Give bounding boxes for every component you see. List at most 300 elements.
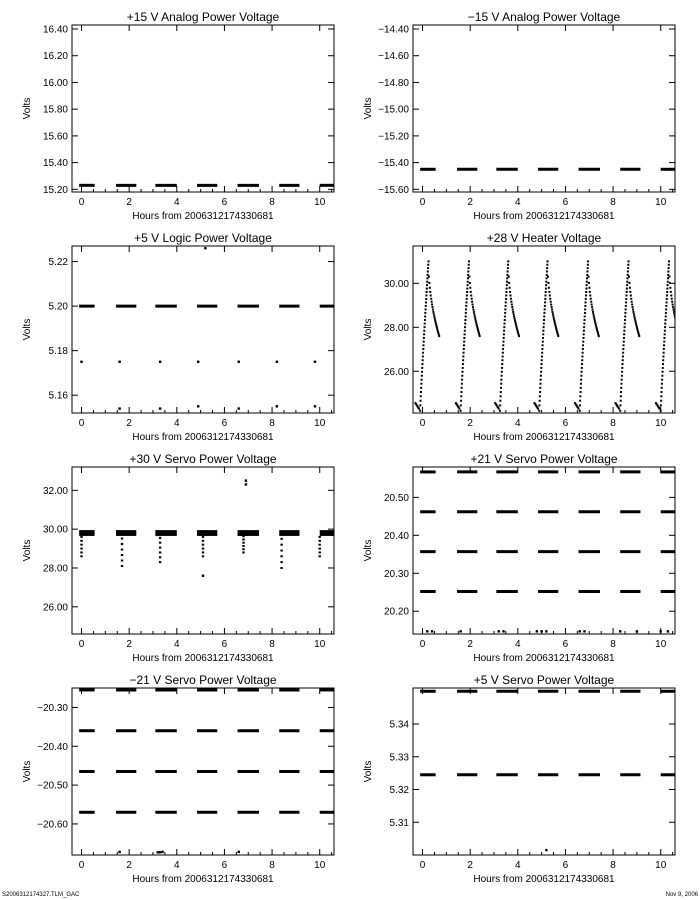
data-point bbox=[632, 311, 634, 313]
data-point bbox=[499, 404, 501, 406]
data-point bbox=[80, 555, 82, 557]
data-point bbox=[666, 301, 668, 303]
data-point bbox=[582, 348, 584, 350]
data-point bbox=[623, 333, 625, 335]
data-point bbox=[502, 344, 504, 346]
data-point bbox=[280, 561, 282, 563]
data-point bbox=[662, 355, 664, 357]
y-tick-label: −14.60 bbox=[378, 51, 409, 63]
data-point bbox=[594, 321, 596, 323]
x-tick-label: 6 bbox=[562, 860, 569, 871]
data-point bbox=[586, 284, 588, 286]
data-point bbox=[500, 395, 502, 397]
data-point bbox=[507, 264, 509, 266]
data-point bbox=[242, 535, 244, 537]
data-point bbox=[584, 312, 586, 314]
x-tick-label: 6 bbox=[221, 418, 228, 429]
data-point bbox=[538, 404, 540, 406]
data-point bbox=[425, 308, 427, 310]
data-point bbox=[423, 337, 425, 339]
data-point bbox=[80, 361, 82, 363]
data-point bbox=[676, 325, 678, 327]
data-point bbox=[665, 305, 667, 307]
data-point bbox=[501, 359, 503, 361]
data-point bbox=[424, 323, 426, 325]
data-point bbox=[636, 327, 638, 329]
data-point bbox=[159, 407, 161, 409]
chart-panel bbox=[363, 231, 681, 443]
data-point bbox=[583, 630, 585, 632]
data-point bbox=[539, 383, 541, 385]
data-point bbox=[678, 334, 680, 336]
data-point bbox=[542, 333, 544, 335]
data-point bbox=[159, 556, 161, 558]
data-point bbox=[202, 536, 204, 538]
data-point bbox=[503, 333, 505, 335]
data-point bbox=[545, 281, 547, 283]
data-point bbox=[429, 291, 431, 293]
data-point bbox=[533, 402, 535, 404]
data-point bbox=[466, 294, 468, 296]
data-point bbox=[667, 271, 669, 273]
data-band bbox=[79, 530, 94, 536]
data-point bbox=[464, 330, 466, 332]
data-point bbox=[621, 367, 623, 369]
data-point bbox=[662, 367, 664, 369]
x-tick-label: 8 bbox=[269, 197, 275, 208]
data-point bbox=[426, 284, 428, 286]
data-point bbox=[505, 298, 507, 300]
y-tick-label: −20.30 bbox=[37, 702, 68, 714]
data-point bbox=[459, 630, 461, 632]
data-point bbox=[581, 367, 583, 369]
data-point bbox=[242, 538, 244, 540]
x-tick-label: 10 bbox=[314, 860, 326, 871]
data-point bbox=[461, 383, 463, 385]
data-point bbox=[588, 276, 590, 278]
y-tick-label: −15.00 bbox=[378, 104, 409, 116]
x-tick-label: 10 bbox=[655, 860, 667, 871]
data-point bbox=[474, 317, 476, 319]
x-axis-label: Hours from 2006312174330681 bbox=[473, 432, 615, 443]
data-point bbox=[628, 282, 630, 284]
data-point bbox=[422, 359, 424, 361]
x-tick-label: 6 bbox=[221, 197, 228, 208]
data-point bbox=[515, 323, 517, 325]
y-tick-label: 30.00 bbox=[42, 524, 68, 536]
data-point bbox=[545, 284, 547, 286]
data-point bbox=[546, 274, 548, 276]
x-tick-label: 8 bbox=[269, 418, 275, 429]
data-point bbox=[424, 315, 426, 317]
data-point bbox=[319, 555, 321, 557]
data-point bbox=[544, 305, 546, 307]
data-point bbox=[591, 304, 593, 306]
chart-panel bbox=[22, 10, 334, 222]
data-point bbox=[498, 630, 500, 632]
data-point bbox=[579, 400, 581, 402]
x-tick-label: 2 bbox=[126, 197, 132, 208]
data-point bbox=[157, 851, 159, 853]
data-point bbox=[671, 298, 673, 300]
data-point bbox=[432, 311, 434, 313]
data-point bbox=[543, 323, 545, 325]
y-tick-label: 16.00 bbox=[42, 77, 68, 89]
data-point bbox=[509, 287, 511, 289]
data-point bbox=[667, 281, 669, 283]
data-point bbox=[550, 301, 552, 303]
data-point bbox=[636, 630, 638, 632]
data-point bbox=[499, 400, 501, 402]
data-point bbox=[665, 319, 667, 321]
data-band bbox=[155, 530, 176, 536]
data-point bbox=[425, 294, 427, 296]
y-tick-label: 5.18 bbox=[48, 346, 68, 358]
y-tick-label: 5.32 bbox=[389, 785, 409, 797]
data-point bbox=[664, 330, 666, 332]
data-point bbox=[461, 379, 463, 381]
data-point bbox=[579, 395, 581, 397]
data-point bbox=[506, 274, 508, 276]
data-point bbox=[464, 323, 466, 325]
data-point bbox=[432, 306, 434, 308]
data-point bbox=[245, 483, 247, 485]
plot-frame bbox=[413, 246, 675, 413]
data-point bbox=[625, 305, 627, 307]
data-point bbox=[633, 315, 635, 317]
y-tick-label: 15.60 bbox=[42, 131, 68, 143]
y-tick-label: 5.20 bbox=[48, 301, 68, 313]
data-point bbox=[238, 361, 240, 363]
data-point bbox=[431, 304, 433, 306]
data-point bbox=[614, 402, 616, 404]
data-point bbox=[508, 276, 510, 278]
data-point bbox=[669, 287, 671, 289]
data-point bbox=[663, 352, 665, 354]
y-tick-label: 15.40 bbox=[42, 158, 68, 170]
data-point bbox=[595, 323, 597, 325]
data-layer bbox=[420, 691, 675, 851]
data-point bbox=[627, 267, 629, 269]
data-point bbox=[583, 326, 585, 328]
data-point bbox=[584, 305, 586, 307]
data-point bbox=[619, 410, 621, 412]
data-point bbox=[460, 391, 462, 393]
data-point bbox=[626, 284, 628, 286]
data-point bbox=[574, 402, 576, 404]
y-axis-label: Volts bbox=[363, 97, 374, 120]
data-point bbox=[466, 291, 468, 293]
data-point bbox=[467, 284, 469, 286]
data-point bbox=[460, 395, 462, 397]
data-point bbox=[202, 575, 204, 577]
data-point bbox=[581, 363, 583, 365]
data-point bbox=[427, 274, 429, 276]
data-point bbox=[623, 330, 625, 332]
data-point bbox=[427, 271, 429, 273]
x-tick-label: 10 bbox=[314, 418, 326, 429]
data-point bbox=[660, 395, 662, 397]
data-point bbox=[424, 319, 426, 321]
data-point bbox=[462, 371, 464, 373]
data-point bbox=[471, 301, 473, 303]
data-point bbox=[589, 291, 591, 293]
chart-panel bbox=[22, 231, 334, 443]
data-point bbox=[542, 330, 544, 332]
data-point bbox=[436, 327, 438, 329]
data-point bbox=[463, 352, 465, 354]
data-point bbox=[430, 294, 432, 296]
y-tick-label: 28.00 bbox=[383, 322, 409, 334]
chart-title: −21 V Servo Power Voltage bbox=[129, 673, 277, 687]
data-point bbox=[553, 317, 555, 319]
data-point bbox=[423, 330, 425, 332]
data-point bbox=[426, 281, 428, 283]
data-point bbox=[546, 271, 548, 273]
y-tick-label: 5.34 bbox=[389, 719, 409, 731]
data-point bbox=[276, 361, 278, 363]
data-point bbox=[539, 391, 541, 393]
data-point bbox=[625, 308, 627, 310]
data-point bbox=[506, 281, 508, 283]
y-tick-label: −14.80 bbox=[378, 77, 409, 89]
data-point bbox=[202, 548, 204, 550]
x-tick-label: 8 bbox=[269, 860, 275, 871]
x-tick-label: 0 bbox=[78, 860, 85, 871]
data-point bbox=[474, 315, 476, 317]
data-point bbox=[468, 264, 470, 266]
data-point bbox=[624, 323, 626, 325]
data-point bbox=[664, 326, 666, 328]
y-tick-label: 5.33 bbox=[389, 752, 409, 764]
x-tick-label: 0 bbox=[78, 639, 85, 650]
data-point bbox=[592, 313, 594, 315]
data-point bbox=[420, 400, 422, 402]
x-tick-label: 8 bbox=[610, 639, 616, 650]
data-point bbox=[620, 395, 622, 397]
data-point bbox=[423, 333, 425, 335]
y-tick-label: −20.50 bbox=[37, 780, 68, 792]
chart-title: −15 V Analog Power Voltage bbox=[467, 10, 621, 24]
x-tick-label: 8 bbox=[269, 639, 275, 650]
plot-frame bbox=[72, 246, 334, 413]
y-axis-label: Volts bbox=[22, 318, 33, 341]
y-tick-label: 26.00 bbox=[42, 602, 68, 614]
data-point bbox=[581, 371, 583, 373]
data-point bbox=[625, 298, 627, 300]
x-tick-label: 4 bbox=[515, 860, 521, 871]
data-point bbox=[242, 551, 244, 553]
y-axis-label: Volts bbox=[363, 539, 374, 562]
data-point bbox=[663, 344, 665, 346]
data-point bbox=[540, 367, 542, 369]
data-point bbox=[536, 630, 538, 632]
data-point bbox=[202, 540, 204, 542]
data-point bbox=[280, 538, 282, 540]
data-point bbox=[463, 341, 465, 343]
data-point bbox=[579, 630, 581, 632]
data-point bbox=[585, 291, 587, 293]
data-point bbox=[505, 301, 507, 303]
y-tick-label: 20.20 bbox=[383, 606, 409, 618]
data-point bbox=[588, 282, 590, 284]
data-point bbox=[636, 325, 638, 327]
x-tick-label: 6 bbox=[221, 860, 228, 871]
data-point bbox=[580, 383, 582, 385]
data-point bbox=[545, 288, 547, 290]
data-point bbox=[472, 309, 474, 311]
data-point bbox=[503, 337, 505, 339]
data-point bbox=[466, 298, 468, 300]
data-point bbox=[507, 260, 509, 262]
data-point bbox=[548, 291, 550, 293]
data-point bbox=[424, 312, 426, 314]
data-point bbox=[502, 348, 504, 350]
data-point bbox=[462, 355, 464, 357]
chart-panel bbox=[363, 10, 675, 222]
y-axis-label: Volts bbox=[363, 760, 374, 783]
chart-title: +21 V Servo Power Voltage bbox=[470, 452, 618, 466]
data-point bbox=[635, 321, 637, 323]
data-point bbox=[421, 379, 423, 381]
data-point bbox=[518, 335, 520, 337]
data-point bbox=[668, 260, 670, 262]
data-point bbox=[420, 383, 422, 385]
data-point bbox=[541, 359, 543, 361]
data-point bbox=[425, 301, 427, 303]
x-tick-label: 0 bbox=[419, 197, 426, 208]
x-tick-label: 4 bbox=[515, 418, 521, 429]
data-point bbox=[507, 271, 509, 273]
data-point bbox=[502, 352, 504, 354]
data-point bbox=[590, 301, 592, 303]
data-point bbox=[547, 282, 549, 284]
data-point bbox=[660, 410, 662, 412]
data-point bbox=[629, 291, 631, 293]
data-point bbox=[629, 287, 631, 289]
data-point bbox=[551, 309, 553, 311]
data-point bbox=[673, 309, 675, 311]
y-tick-label: 15.80 bbox=[42, 104, 68, 116]
data-point bbox=[624, 315, 626, 317]
data-point bbox=[464, 326, 466, 328]
x-tick-label: 2 bbox=[126, 418, 132, 429]
plot-frame bbox=[413, 25, 675, 192]
data-point bbox=[500, 383, 502, 385]
data-point bbox=[583, 323, 585, 325]
data-point bbox=[468, 260, 470, 262]
x-tick-label: 10 bbox=[314, 197, 326, 208]
data-point bbox=[465, 312, 467, 314]
data-point bbox=[546, 264, 548, 266]
data-point bbox=[423, 341, 425, 343]
chart-panel bbox=[363, 452, 675, 664]
data-point bbox=[661, 379, 663, 381]
data-point bbox=[634, 317, 636, 319]
x-axis-label: Hours from 2006312174330681 bbox=[132, 874, 274, 885]
data-point bbox=[622, 363, 624, 365]
data-point bbox=[512, 309, 514, 311]
chart-panel bbox=[22, 452, 334, 664]
data-point bbox=[631, 304, 633, 306]
data-point bbox=[118, 407, 120, 409]
data-point bbox=[118, 361, 120, 363]
data-point bbox=[430, 298, 432, 300]
data-point bbox=[627, 271, 629, 273]
x-axis-label: Hours from 2006312174330681 bbox=[132, 653, 274, 664]
data-point bbox=[549, 298, 551, 300]
data-point bbox=[242, 542, 244, 544]
data-point bbox=[550, 304, 552, 306]
data-point bbox=[425, 298, 427, 300]
data-point bbox=[548, 287, 550, 289]
data-point bbox=[463, 337, 465, 339]
data-point bbox=[580, 375, 582, 377]
y-tick-label: −15.40 bbox=[378, 158, 409, 170]
x-tick-label: 8 bbox=[610, 418, 616, 429]
chart-title: +28 V Heater Voltage bbox=[486, 231, 602, 245]
data-point bbox=[514, 319, 516, 321]
data-point bbox=[665, 312, 667, 314]
x-tick-label: 6 bbox=[562, 418, 569, 429]
data-point bbox=[540, 630, 542, 632]
data-point bbox=[242, 548, 244, 550]
plot-frame bbox=[72, 25, 334, 192]
data-layer bbox=[79, 247, 334, 410]
data-point bbox=[276, 405, 278, 407]
data-point bbox=[554, 321, 556, 323]
x-tick-label: 0 bbox=[78, 418, 85, 429]
chart-panel bbox=[22, 673, 334, 885]
data-point bbox=[630, 294, 632, 296]
data-point bbox=[627, 264, 629, 266]
data-point bbox=[501, 363, 503, 365]
data-point bbox=[506, 288, 508, 290]
y-tick-label: 20.40 bbox=[383, 530, 409, 542]
data-point bbox=[544, 298, 546, 300]
data-point bbox=[587, 260, 589, 262]
data-point bbox=[594, 319, 596, 321]
data-point bbox=[314, 405, 316, 407]
data-point bbox=[552, 313, 554, 315]
data-point bbox=[551, 306, 553, 308]
x-tick-label: 2 bbox=[467, 639, 473, 650]
data-point bbox=[468, 267, 470, 269]
data-point bbox=[638, 335, 640, 337]
x-tick-label: 6 bbox=[221, 639, 228, 650]
y-tick-label: 28.00 bbox=[42, 563, 68, 575]
data-point bbox=[585, 298, 587, 300]
data-point bbox=[624, 319, 626, 321]
x-axis-label: Hours from 2006312174330681 bbox=[132, 211, 274, 222]
data-point bbox=[665, 315, 667, 317]
data-point bbox=[541, 355, 543, 357]
chart-title: +5 V Servo Power Voltage bbox=[473, 673, 615, 687]
data-point bbox=[580, 391, 582, 393]
data-point bbox=[677, 329, 679, 331]
data-point bbox=[661, 387, 663, 389]
x-tick-label: 10 bbox=[655, 418, 667, 429]
data-point bbox=[513, 315, 515, 317]
data-point bbox=[663, 341, 665, 343]
x-tick-label: 0 bbox=[419, 639, 426, 650]
data-band bbox=[238, 530, 259, 536]
data-point bbox=[660, 630, 662, 632]
data-point bbox=[425, 305, 427, 307]
data-point bbox=[461, 375, 463, 377]
data-point bbox=[280, 567, 282, 569]
data-point bbox=[432, 309, 434, 311]
